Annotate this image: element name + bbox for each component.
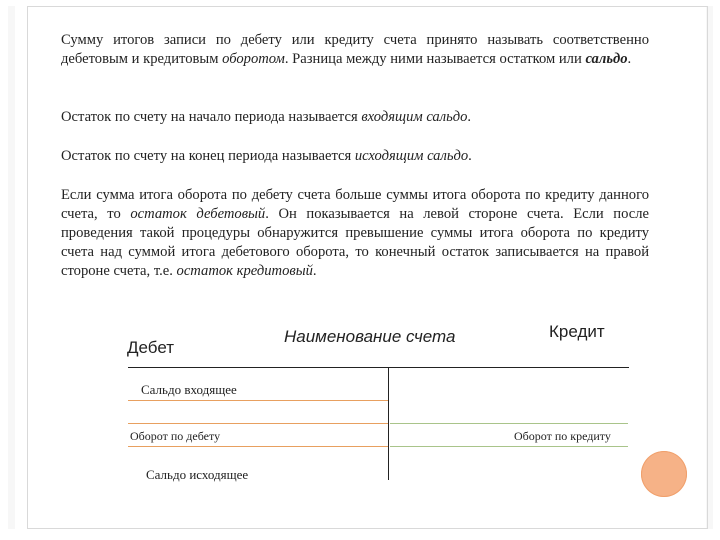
opening-balance-line [128,400,388,401]
term-opening-balance: входящим сальдо [361,109,468,125]
account-name-label: Наименование счета [284,327,456,346]
left-border-stripe [8,6,15,529]
credit-turnover-bottom-line [390,446,628,447]
debit-turnover-bottom-line [128,446,388,447]
term-debit-balance: остаток дебетовый [130,206,266,222]
paragraph-opening-balance: Остаток по счету на начало периода называется входящим сальдо. [61,109,472,125]
paragraph-turnover: Сумму итогов записи по дебету или кредиту счета принято называть соответственно дебетовым и кредитовым оборотом. Разница между ними называется остатком или сальдо. [61,32,649,67]
debit-turnover-label: Оборот по дебету [130,429,221,443]
term-credit-balance: остаток кредитовый [176,263,313,279]
debit-turnover-top-line [128,423,388,424]
credit-label: Кредит [549,322,605,341]
debit-label: Дебет [127,338,174,357]
credit-turnover-label: Оборот по кредиту [514,429,611,443]
closing-balance-label: Сальдо исходящее [146,467,249,482]
opening-balance-label: Сальдо входящее [141,382,237,397]
term-turnover: оборотом [222,51,285,67]
decorative-circle [641,451,687,497]
account-top-line [128,367,629,368]
account-center-line [388,367,389,480]
term-balance: сальдо [585,51,628,67]
paragraph-closing-balance: Остаток по счету на конец периода называется исходящим сальдо. [61,148,472,164]
term-closing-balance: исходящим сальдо [354,148,469,164]
credit-turnover-top-line [390,423,628,424]
paragraph-debit-credit-balance: Если сумма итога оборота по дебету счета больше суммы итога оборота по кредиту данного счета, то остаток дебетовый. Он показывается на левой стороне счета. Если после проведения такой процедуры обнаружится превышение суммы итога оборота по кредиту счета над суммой итога дебетового оборота, то конечный остаток записывается на правой стороне счета, т.е. остаток кредитовый. [61,187,649,279]
